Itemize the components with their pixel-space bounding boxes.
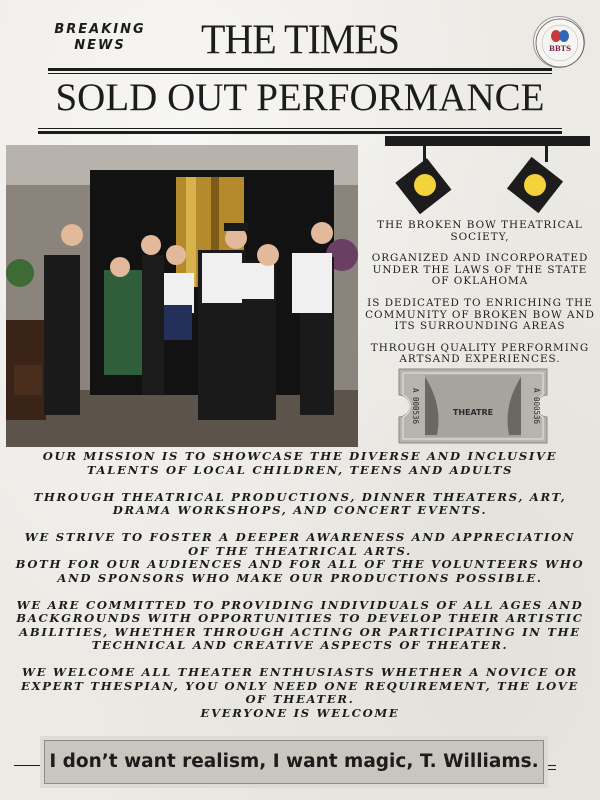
breaking-line-1: BREAKING bbox=[54, 22, 146, 37]
quote-text: I don’t want realism, I want magic, T. Williams. bbox=[49, 751, 539, 772]
mission-paragraph: EVERYONE IS WELCOME bbox=[200, 705, 400, 720]
mission-paragraph: WE STRIVE TO FOSTER A DEEPER AWARENESS AND APPRECIATION OF THE THEATRICAL ARTS. bbox=[24, 530, 576, 558]
ticket-number-right: A 000536 bbox=[532, 387, 541, 425]
masthead-title: THE TIMES bbox=[200, 15, 400, 64]
group-photo bbox=[6, 145, 358, 447]
mission-paragraph: WE WELCOME ALL THEATER ENTHUSIASTS WHETHER A NOVICE OR EXPERT THESPIAN, YOU ONLY NEED ONE REQUIREMENT, THE LOVE OF THEATER. bbox=[20, 665, 579, 706]
top-rule-thick bbox=[48, 68, 552, 71]
society-paragraph: THROUGH QUALITY PERFORMING ARTSAND EXPERIENCES. bbox=[370, 341, 590, 366]
society-paragraph: ORGANIZED AND INCORPORATED UNDER THE LAWS OF THE STATE OF OKLAHOMA bbox=[371, 252, 589, 288]
headline: SOLD OUT PERFORMANCE bbox=[55, 76, 545, 119]
logo-text: BBTS bbox=[548, 44, 572, 53]
top-rule-thin bbox=[48, 73, 552, 74]
mission-paragraph: THROUGH THEATRICAL PRODUCTIONS, DINNER THEATERS, ART, DRAMA WORKSHOPS, AND CONCERT EVENTS. bbox=[33, 489, 567, 517]
quote-rule-right bbox=[544, 765, 556, 766]
headline-rule-thin bbox=[38, 128, 562, 129]
mission-paragraph: OUR MISSION IS TO SHOWCASE THE DIVERSE AND INCLUSIVE TALENTS OF LOCAL CHILDREN, TEENS AND ADULTS bbox=[42, 449, 558, 477]
bbts-logo-icon bbox=[533, 16, 585, 68]
society-paragraph: THE BROKEN BOW THEATRICAL SOCIETY, bbox=[377, 219, 583, 243]
society-description bbox=[365, 220, 595, 376]
ticket-label: THEATRE bbox=[452, 408, 494, 417]
spotlight-right-icon bbox=[507, 146, 563, 213]
spotlight-left-icon bbox=[395, 146, 451, 214]
society-paragraph: IS DEDICATED TO ENRICHING THE COMMUNITY OF BROKEN BOW AND ITS SURROUNDING AREAS bbox=[365, 296, 595, 333]
quote-rule-right-2 bbox=[544, 769, 556, 770]
mission-paragraph: BOTH FOR OUR AUDIENCES AND FOR ALL OF THE VOLUNTEERS WHO AND SPONSORS WHO MAKE OUR PRODUCTIONS POSSIBLE. bbox=[15, 557, 585, 585]
ticket-number-left: A 000536 bbox=[411, 387, 420, 425]
ticket-icon bbox=[393, 365, 553, 447]
spotlights bbox=[385, 130, 590, 225]
breaking-news-label bbox=[48, 22, 152, 54]
quote-rule-left bbox=[14, 765, 44, 766]
breaking-line-2: NEWS bbox=[74, 38, 126, 53]
mission-paragraph: WE ARE COMMITTED TO PROVIDING INDIVIDUALS OF ALL AGES AND BACKGROUNDS WITH OPPORTUNITIES TO DEVELOP THEIR ARTISTIC ABILITIES, WHETHER THROUGH ACTING OR PARTICIPATING IN THE TECHNICAL AND CREATIVE ASPECTS OF THEATER. bbox=[16, 597, 584, 652]
mission-statement bbox=[14, 450, 586, 734]
